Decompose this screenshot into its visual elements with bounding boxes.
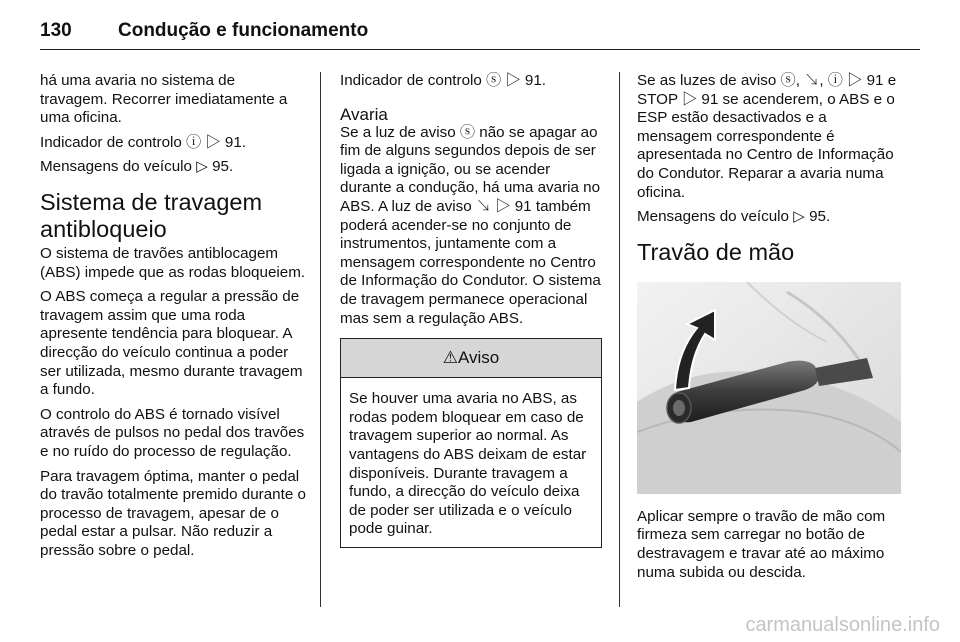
chapter-title: Condução e funcionamento [118,20,369,41]
page-number: 130 [40,20,72,41]
column-1 [40,72,306,566]
paragraph: O sistema de travões antiblocagem (ABS) impede que as rodas bloqueiem. [40,244,306,281]
page-header [40,14,920,50]
paragraph: Para travagem óptima, manter o pedal do travão totalmente premido durante o processo de travagem, apesar de o pedal estar a pulsar. Não reduzir a pressão sobre o pedal. [40,467,306,559]
column-divider [320,72,321,607]
section-heading-abs: Sistema de travagem antibloqueio [40,188,263,242]
paragraph: há uma avaria no sistema de travagem. Recorrer imediatamente a uma oficina. [40,72,288,127]
parking-brake-illustration [637,282,901,494]
parking-brake-lever-icon [637,282,901,494]
paragraph-vehicle-messages: Mensagens do veículo ▷ 95. [637,208,831,226]
warning-title: ⚠Aviso [341,339,601,378]
paragraph: O ABS começa a regular a pressão de travagem assim que uma roda apresente tendência para bloquear. A direcção do veículo continua a poder ser utilizada, mesmo durante travagem a fundo. [40,288,303,399]
paragraph: O controlo do ABS é tornado visível através de pulsos no pedal dos travões e no ruído do processo de regulação. [40,405,305,460]
paragraph-control-indicator: Indicador de controlo ⓢ ▷ 91. [340,72,546,89]
subheading-fault: Avaria [340,104,388,124]
column-divider [619,72,620,607]
paragraph: Se as luzes de aviso ⓢ, ↘, ⓘ ▷ 91 e STOP ▷ 91 se acenderem, o ABS e o ESP estão desactivados e a mensagem correspondente é apresentada no Centro de Informação do Condutor. Reparar a avaria numa oficina. [637,72,897,201]
section-heading-parking-brake: Travão de mão [637,238,795,265]
paragraph: Se a luz de aviso ⓢ não se apagar ao fim de alguns segundos depois de ser ligada a ignição, ou se acender durante a condução, há uma avaria no ABS. A luz de aviso ↘ ▷ 91 também poderá acender-se no conjunto de instrumentos, juntamente com a mensagem correspondente no Centro de Informação do Condutor. O sistema de travagem permanece operacional mas sem a regulação ABS. [340,123,601,327]
watermark: carmanualsonline.info [745,614,940,636]
column-2 [340,72,602,548]
paragraph: Aplicar sempre o travão de mão com firmeza sem carregar no botão de destravagem e travar até ao máximo numa subida ou descida. [637,507,886,581]
column-3 [637,72,903,588]
warning-box [340,338,602,548]
paragraph-control-indicator: Indicador de controlo ⓘ ▷ 91. [40,133,246,151]
warning-text: Se houver uma avaria no ABS, as rodas podem bloquear em caso de travagem superior ao normal. As vantagens do ABS deixam de estar disponíveis. Durante travagem a fundo, a direcção do veículo deixa de poder ser utilizada e o veículo pode guinar. [349,390,587,538]
paragraph-vehicle-messages: Mensagens do veículo ▷ 95. [40,158,234,176]
